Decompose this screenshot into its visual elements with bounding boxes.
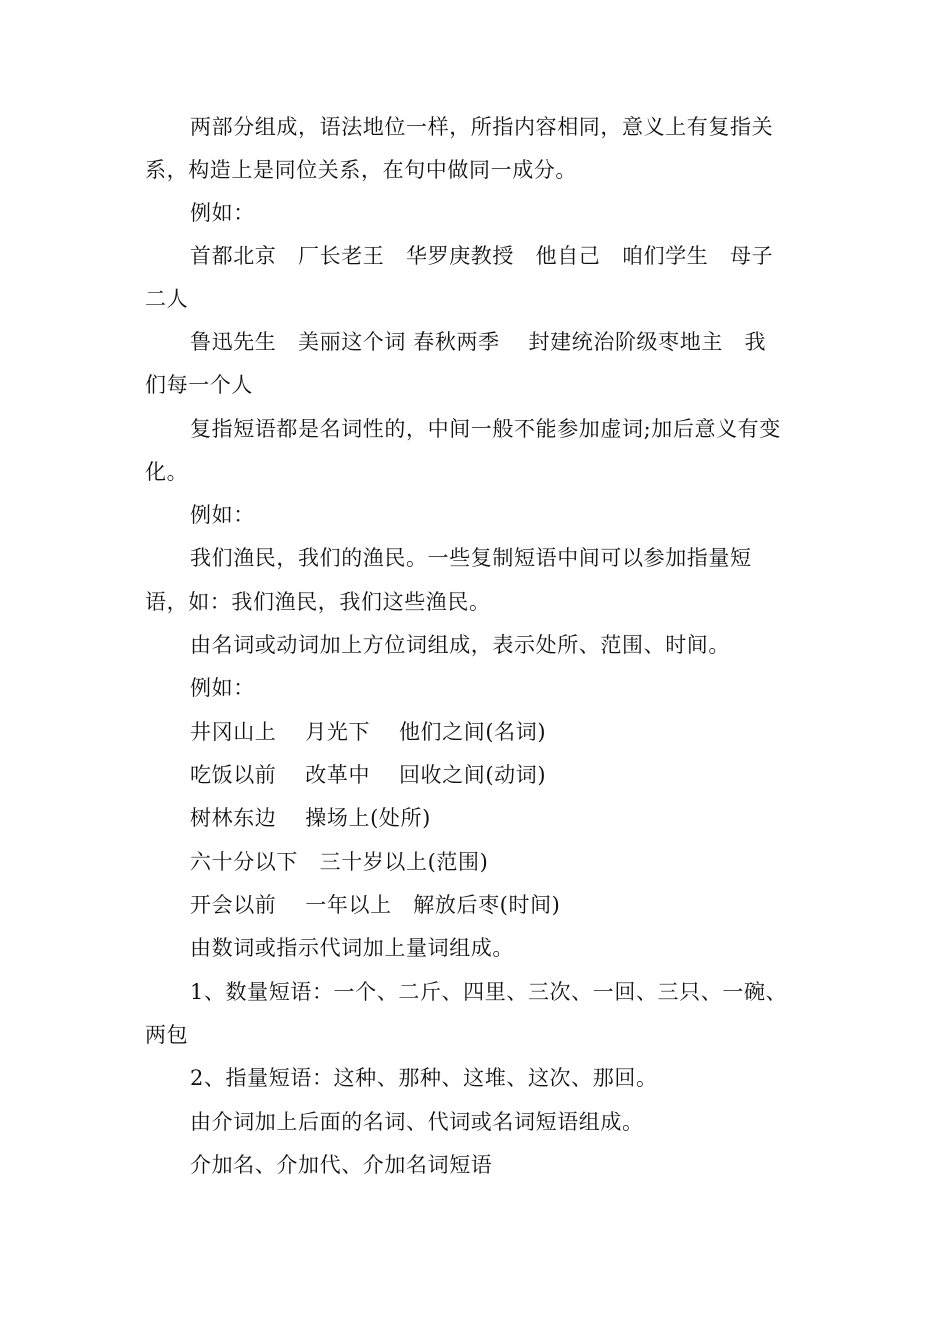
text-line: 系，构造上是同位关系，在句中做同一成分。 [145, 158, 577, 182]
text-line: 例如： [190, 676, 255, 700]
text-line: 复指短语都是名词性的，中间一般不能参加虚词;加后意义有变 [190, 417, 781, 441]
text-line: 两包 [145, 1023, 189, 1047]
text-line: 树林东边 操场上(处所) [190, 806, 431, 830]
text-line: 鲁迅先生 美丽这个词 春秋两季 封建统治阶级枣地主 我 [190, 330, 767, 354]
text-line: 例如： [190, 503, 255, 527]
text-line: 六十分以下 三十岁以上(范围) [190, 850, 489, 874]
text-line: 由介词加上后面的名词、代词或名词短语组成。 [190, 1110, 644, 1134]
text-line: 两部分组成，语法地位一样，所指内容相同，意义上有复指关 [190, 115, 774, 139]
text-line: 二人 [145, 287, 189, 311]
text-line: 吃饭以前 改革中 回收之间(动词) [190, 763, 547, 787]
text-line: 1、数量短语：一个、二斤、四里、三次、一回、三只、一碗、 [190, 980, 788, 1004]
text-line: 介加名、介加代、介加名词短语 [190, 1153, 493, 1177]
text-line: 井冈山上 月光下 他们之间(名词) [190, 720, 547, 744]
text-line: 由名词或动词加上方位词组成，表示处所、范围、时间。 [190, 633, 730, 657]
text-line: 我们渔民，我们的渔民。一些复制短语中间可以参加指量短 [190, 546, 752, 570]
text-line: 语，如：我们渔民，我们这些渔民。 [145, 590, 491, 614]
text-line: 首都北京 厂长老王 华罗庚教授 他自己 咱们学生 母子 [190, 244, 774, 268]
text-line: 由数词或指示代词加上量词组成。 [190, 936, 514, 960]
text-line: 化。 [145, 460, 189, 484]
text-line: 例如： [190, 201, 255, 225]
text-line: 开会以前 一年以上 解放后枣(时间) [190, 893, 561, 917]
text-line: 们每一个人 [145, 373, 253, 397]
text-line: 2、指量短语：这种、那种、这堆、这次、那回。 [190, 1066, 658, 1090]
